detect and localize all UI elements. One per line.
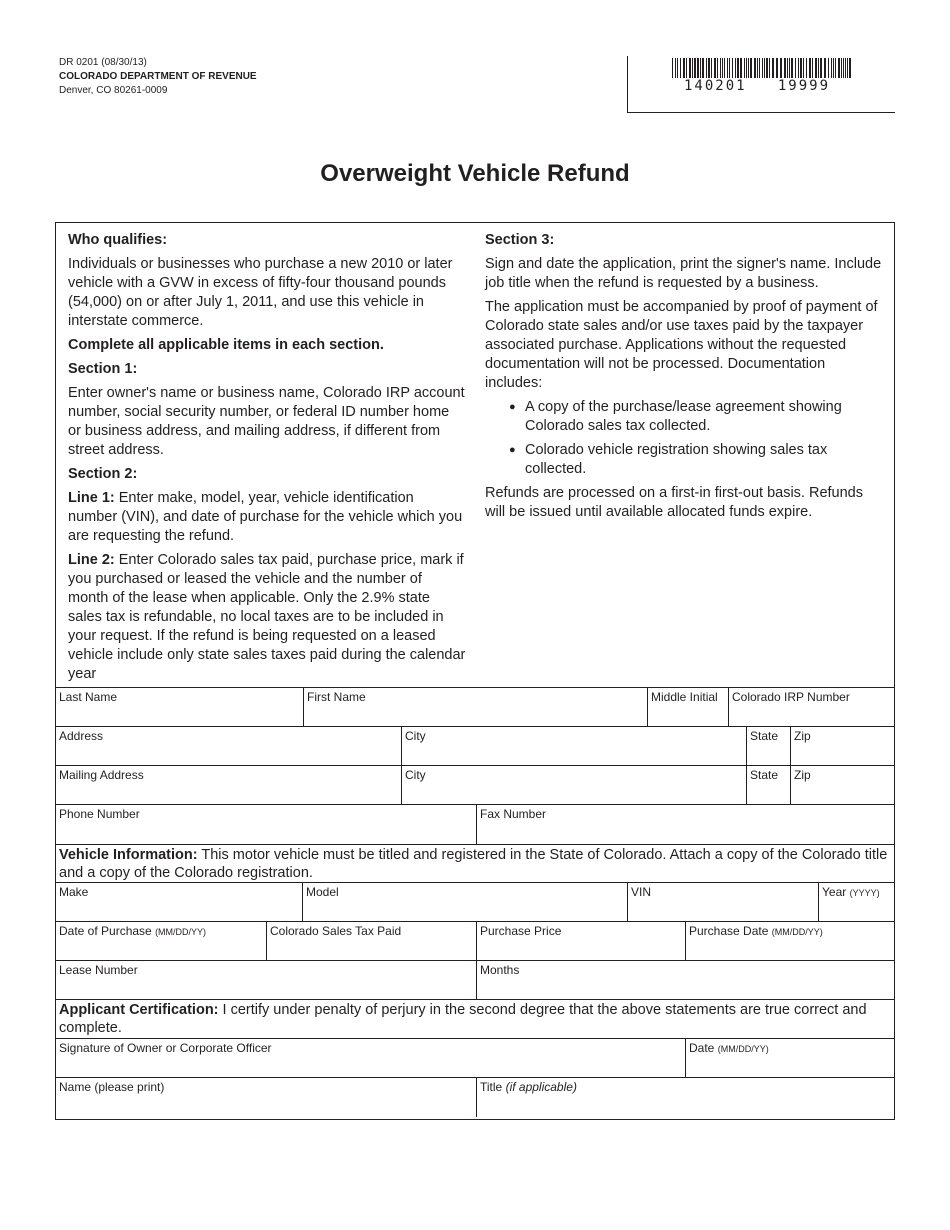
zip-label: Zip — [794, 729, 811, 743]
barcode-number: 140201 19999 — [684, 78, 831, 94]
middle-initial-label: Middle Initial — [651, 690, 718, 704]
first-name-field[interactable] — [303, 688, 647, 726]
line2-text: Enter Colorado sales tax paid, purchase price, mark if you purchased or leased the vehicle and the number of month of the lease when applicable. Only the 2.9% state sales tax is refundable, no local taxes are to be included in your request. If the refund is being requested on a leased vehicle include only state sales taxes paid during the calendar year — [68, 552, 466, 682]
section3-text: Sign and date the application, print the signer's name. Include job title when the refund is requested by a business. — [485, 256, 882, 291]
last-name-field[interactable] — [56, 688, 303, 726]
instructions-right — [485, 231, 883, 527]
line2-instruction — [68, 551, 466, 684]
instructions-left — [68, 231, 466, 689]
sales-tax-paid-label: Colorado Sales Tax Paid — [270, 924, 402, 938]
first-name-label: First Name — [307, 690, 366, 704]
section1-text: Enter owner's name or business name, Colorado IRP account number, social security number, or federal ID number home or business address, and mailing address, if different from street address. — [68, 385, 465, 458]
signature-date-format: (MM/DD/YY) — [717, 1044, 769, 1054]
middle-initial-field[interactable] — [647, 688, 728, 726]
certification-heading: Applicant Certification: — [59, 1002, 219, 1018]
date-of-purchase-format: (MM/DD/YY) — [155, 927, 207, 937]
phone-field[interactable] — [56, 805, 476, 844]
year-label: Year — [822, 885, 847, 899]
print-name-label: Name (please print) — [59, 1080, 165, 1094]
who-qualifies-heading: Who qualifies: — [68, 232, 168, 248]
phone-label: Phone Number — [59, 807, 140, 821]
job-title-note: (if applicable) — [505, 1080, 577, 1094]
phone-row — [56, 804, 894, 844]
mailing-city-field[interactable] — [401, 766, 746, 804]
vehicle-info-heading: Vehicle Information: — [59, 847, 198, 863]
model-field[interactable] — [302, 883, 627, 921]
signature-field[interactable] — [56, 1039, 685, 1077]
documentation-item: ● A copy of the purchase/lease agreement showing Colorado sales tax collected. — [525, 398, 883, 436]
line1-text: Enter make, model, year, vehicle identification number (VIN), and date of purchase for the vehicle which you are requesting the refund. — [68, 490, 463, 544]
name-title-row — [56, 1077, 894, 1117]
model-label: Model — [306, 885, 339, 899]
lease-number-field[interactable] — [56, 961, 476, 999]
fax-field[interactable] — [476, 805, 894, 844]
make-field[interactable] — [56, 883, 302, 921]
documentation-list — [485, 398, 883, 479]
purchase-price-field[interactable] — [476, 922, 685, 960]
barcode-box — [627, 56, 895, 113]
address-field[interactable] — [56, 727, 401, 765]
mailing-city-label: City — [405, 768, 426, 782]
year-field[interactable] — [818, 883, 894, 921]
refunds-text: Refunds are processed on a first-in first-out basis. Refunds will be issued until available allocated funds expire. — [485, 485, 863, 520]
department-address: Denver, CO 80261-0009 — [59, 85, 168, 96]
purchase-row — [56, 921, 894, 960]
form-frame — [55, 222, 895, 1120]
who-qualifies-text: Individuals or businesses who purchase a new 2010 or later vehicle with a GVW in excess of fifty-four thousand pounds (54,000) on or after July 1, 2011, and use this vehicle in interstate commerce. — [68, 256, 453, 329]
months-label: Months — [480, 963, 520, 977]
documentation-item: ● Colorado vehicle registration showing sales tax collected. — [525, 441, 883, 479]
signature-label: Signature of Owner or Corporate Officer — [59, 1041, 272, 1055]
certification-band — [56, 999, 894, 1037]
form-id: DR 0201 (08/30/13) — [59, 57, 147, 68]
mailing-zip-field[interactable] — [790, 766, 894, 804]
mailing-address-label: Mailing Address — [59, 768, 144, 782]
signature-row — [56, 1038, 894, 1077]
certification-text: I certify under penalty of perjury in the second degree that the above statements are true correct and complete. — [59, 1002, 867, 1036]
line1-instruction — [68, 489, 466, 546]
lease-row — [56, 960, 894, 999]
state-label: State — [750, 729, 779, 743]
purchase-price-label: Purchase Price — [480, 924, 562, 938]
mailing-address-row — [56, 765, 894, 804]
make-label: Make — [59, 885, 89, 899]
zip-field[interactable] — [790, 727, 894, 765]
section3-heading: Section 3: — [485, 232, 555, 248]
irp-number-field[interactable] — [728, 688, 894, 726]
section1-heading: Section 1: — [68, 361, 138, 377]
purchase-date-format: (MM/DD/YY) — [771, 927, 823, 937]
mailing-state-label: State — [750, 768, 779, 782]
year-format: (YYYY) — [849, 888, 880, 898]
department-name: COLORADO DEPARTMENT OF REVENUE — [59, 71, 257, 82]
date-of-purchase-field[interactable] — [56, 922, 266, 960]
documentation-text: The application must be accompanied by proof of payment of Colorado state sales and/or use taxes paid by the taxpayer associated purchase. Applications without the requested documentation will not be processed. Documentation includes: — [485, 299, 878, 391]
job-title-field[interactable] — [476, 1078, 894, 1117]
name-row — [56, 687, 894, 726]
purchase-date-field[interactable] — [685, 922, 894, 960]
mailing-zip-label: Zip — [794, 768, 811, 782]
address-label: Address — [59, 729, 104, 743]
signature-date-label: Date — [689, 1041, 715, 1055]
lease-number-label: Lease Number — [59, 963, 138, 977]
last-name-label: Last Name — [59, 690, 118, 704]
vin-field[interactable] — [627, 883, 818, 921]
vehicle-info-band — [56, 844, 894, 882]
section2-heading: Section 2: — [68, 466, 138, 482]
vin-label: VIN — [631, 885, 652, 899]
page-title: Overweight Vehicle Refund — [320, 160, 630, 187]
purchase-date-label: Purchase Date — [689, 924, 769, 938]
line2-label: Line 2: — [68, 552, 115, 568]
vehicle-info-note: This motor vehicle must be titled and registered in the State of Colorado. Attach a copy of the Colorado title and a copy of the Colorado registration. — [59, 847, 888, 881]
complete-all-note: Complete all applicable items in each section. — [68, 337, 384, 353]
date-of-purchase-label: Date of Purchase — [59, 924, 152, 938]
irp-number-label: Colorado IRP Number — [732, 690, 850, 704]
city-label: City — [405, 729, 426, 743]
job-title-label: Title — [480, 1080, 503, 1094]
signature-date-field[interactable] — [685, 1039, 894, 1077]
fax-label: Fax Number — [480, 807, 547, 821]
mailing-address-field[interactable] — [56, 766, 401, 804]
state-field[interactable] — [746, 727, 790, 765]
months-field[interactable] — [476, 961, 894, 999]
city-field[interactable] — [401, 727, 746, 765]
print-name-field[interactable] — [56, 1078, 476, 1117]
sales-tax-paid-field[interactable] — [266, 922, 476, 960]
form-header — [59, 56, 257, 98]
address-row — [56, 726, 894, 765]
barcode-image — [672, 58, 852, 78]
vehicle-row — [56, 882, 894, 921]
mailing-state-field[interactable] — [746, 766, 790, 804]
line1-label: Line 1: — [68, 490, 115, 506]
